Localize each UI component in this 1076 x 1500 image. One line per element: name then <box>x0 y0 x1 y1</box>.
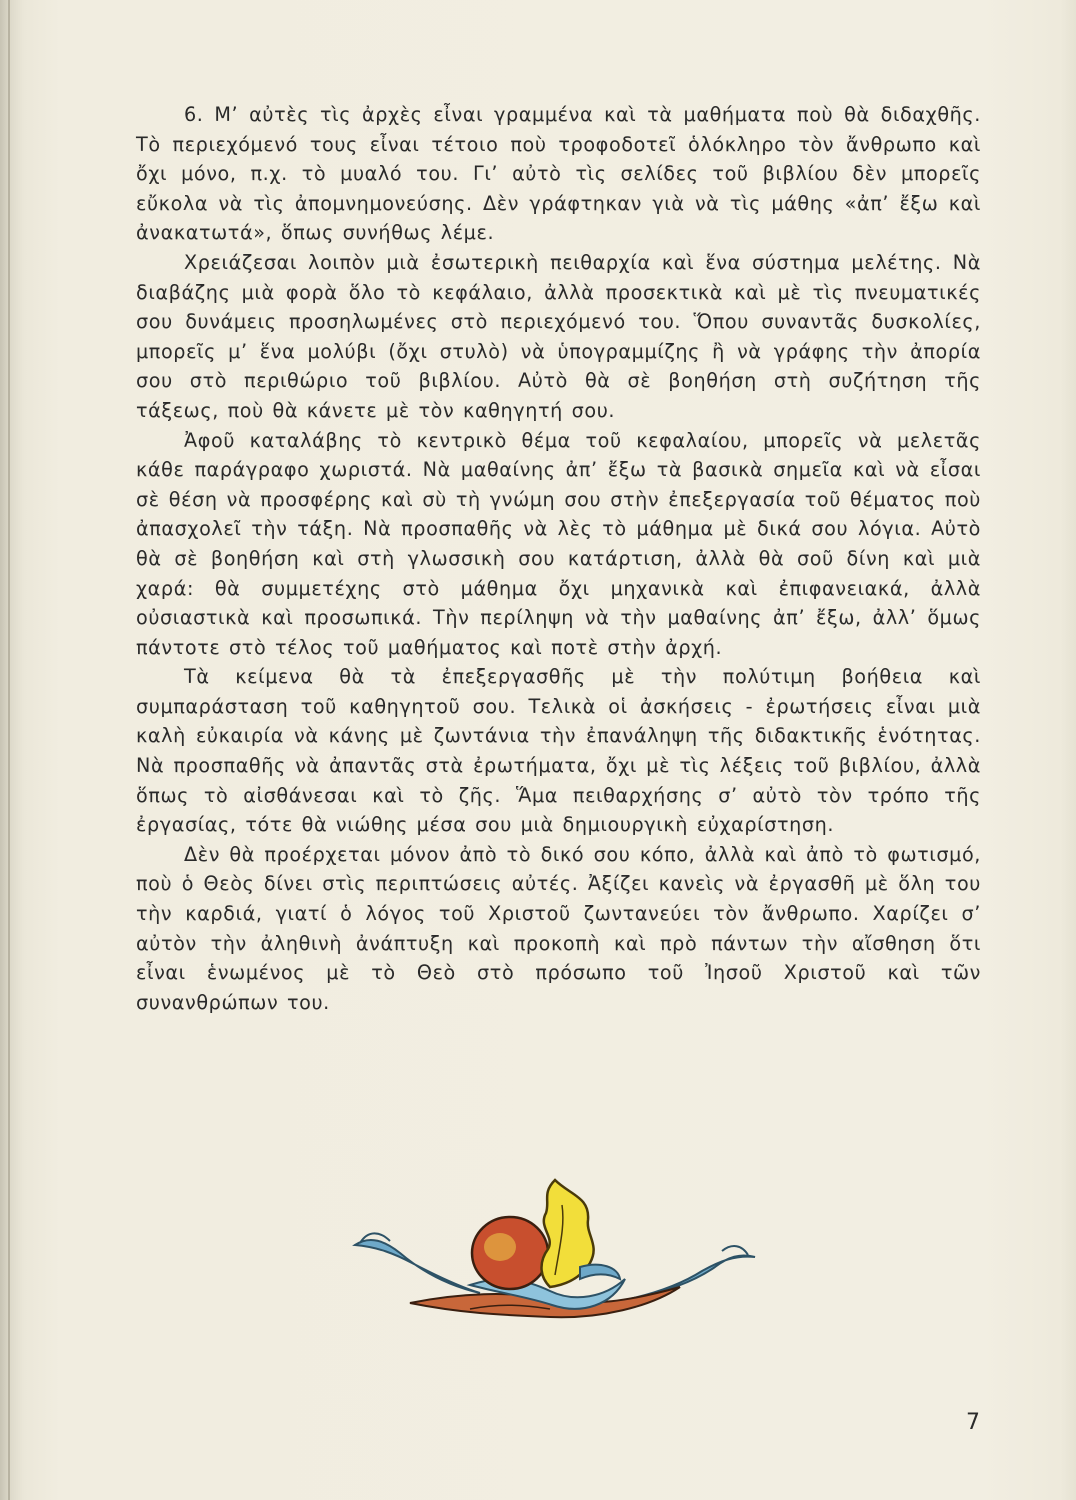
paragraph-3: Ἀφοῦ καταλάβης τὸ κεντρικὸ θέμα τοῦ κεφαλαίου, μπορεῖς νὰ μελετᾶς κάθε παράγραφο χωριστά. Νὰ μαθαίνης ἀπ’ ἔξω τὰ βασικὰ σημεῖα καὶ νὰ εἶσαι σὲ θέση νὰ προσφέρης καὶ σὺ τὴ γνώμη σου στὴν ἐπεξεργασία τοῦ θέματος ποὺ ἀπασχολεῖ τὴν τάξη. Νὰ προσπαθῆς νὰ λὲς τὸ μάθημα μὲ δικά σου λόγια. Αὐτὸ θὰ σὲ βοηθήση καὶ στὴ γλωσσικὴ σου κατάρτιση, ἀλλὰ θὰ σοῦ δίνη καὶ μιὰ χαρά: θὰ συμμετέχης στὸ μάθημα ὄχι μηχανικὰ καὶ ἐπιφανειακά, ἀλλὰ οὐσιαστικὰ καὶ προσωπικά. Τὴν περίληψη νὰ τὴν μαθαίνης ἀπ’ ἔξω, ἀλλ’ ὅμως πάντοτε στὸ τέλος τοῦ μαθήματος καὶ ποτὲ στὴν ἀρχή. <box>136 428 981 659</box>
paragraph-2: Χρειάζεσαι λοιπὸν μιὰ ἐσωτερικὴ πειθαρχία καὶ ἕνα σύστημα μελέτης. Νὰ διαβάζης μιὰ φορὰ ὅλο τὸ κεφάλαιο, ἀλλὰ προσεκτικὰ καὶ μὲ τὶς πνευματικές σου δυνάμεις προσηλωμένες στὸ περιεχόμενό του. Ὅπου συναντᾶς δυσκολίες, μπορεῖς μ’ ἕνα μολύβι (ὄχι στυλὸ) νὰ ὑπογραμμίζης ἢ νὰ γράφης τὴν ἀπορία σου στὸ περιθώριο τοῦ βιβλίου. Αὐτὸ θὰ σὲ βοηθήση στὴ συζήτηση τῆς τάξεως, ποὺ θὰ κάνετε μὲ τὸν καθηγητή σου. <box>136 250 981 422</box>
page-spine-shadow <box>8 0 10 1500</box>
paragraph-4: Τὰ κείμενα θὰ τὰ ἐπεξεργασθῆς μὲ τὴν πολύτιμη βοήθεια καὶ συμπαράσταση τοῦ καθηγητοῦ σου. Τελικὰ οἱ ἀσκήσεις - ἐρωτήσεις εἶναι μιὰ καλὴ εὐκαιρία νὰ κάνης μὲ ζωντάνια τὴν ἐπανάληψη τῆς διδακτικῆς ἑνότητας. Νὰ προσπαθῆς νὰ ἀπαντᾶς στὰ ἐρωτήματα, ὄχι μὲ τὶς λέξεις τοῦ βιβλίου, ἀλλὰ ὅπως τὸ αἰσθάνεσαι καὶ τὸ ζῆς. Ἅμα πειθαρχήσης σ’ αὐτὸ τὸν τρόπο τῆς ἐργασίας, τότε θὰ νιώθης μέσα σου μιὰ δημιουργικὴ εὐχαρίστηση. <box>136 665 981 837</box>
paragraph-1: 6. Μ’ αὐτὲς τὶς ἀρχὲς εἶναι γραμμένα καὶ τὰ μαθήματα ποὺ θὰ διδαχθῆς. Τὸ περιεχόμενό τους εἶναι τέτοιο ποὺ τροφοδοτεῖ ὁλόκληρο τὸν ἄνθρωπο καὶ ὄχι μόνο, π.χ. τὸ μυαλό του. Γι’ αὐτὸ τὶς σελίδες τοῦ βιβλίου δὲν μπορεῖς εὔκολα νὰ τὶς ἀπομνημονεύσης. Δὲν γράφτηκαν γιὰ νὰ τὶς μάθης «ἀπ’ ἔξω καὶ ἀνακατωτά», ὅπως συνήθως λέμε. <box>136 103 981 245</box>
floral-vignette-icon <box>350 1175 760 1335</box>
body-text <box>136 100 981 1017</box>
paragraph-5: Δὲν θὰ προέρχεται μόνον ἀπὸ τὸ δικό σου κόπο, ἀλλὰ καὶ ἀπὸ τὸ φωτισμό, ποὺ ὁ Θεὸς δίνει στὶς περιπτώσεις αὐτές. Ἀξίζει κανεὶς νὰ ἐργασθῆ μὲ ὅλη του τὴν καρδιά, γιατί ὁ λόγος τοῦ Χριστοῦ ζωντανεύει τὸν ἄνθρωπο. Χαρίζει σ’ αὐτὸν τὴν ἀληθινὴ ἀνάπτυξη καὶ προκοπὴ καὶ πρὸ πάντων τὴν αἴσθηση ὅτι εἶναι ἑνωμένος μὲ τὸ Θεὸ στὸ πρόσωπο τοῦ Ἰησοῦ Χριστοῦ καὶ τῶν συνανθρώπων του. <box>136 842 981 1014</box>
page-number: 7 <box>966 1410 980 1435</box>
